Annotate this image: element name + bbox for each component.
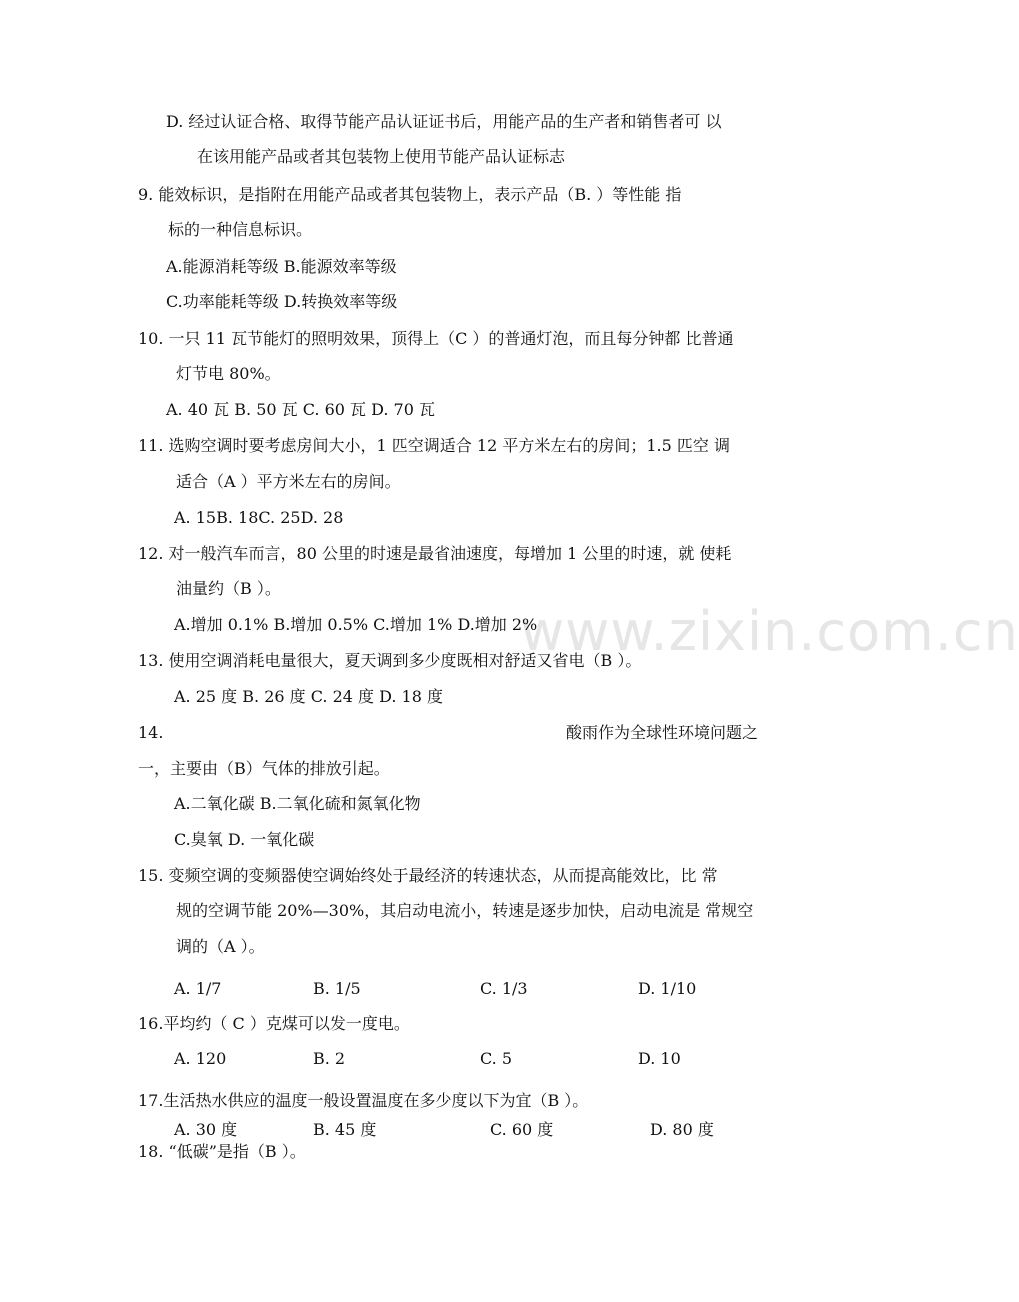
q16-option-c: C. 5 — [480, 1049, 513, 1068]
q16-option-b: B. 2 — [313, 1049, 346, 1068]
q12-question-line1: 12. 对一般汽车而言，80 公里的时速是最省油速度，每增加 1 公里的时速，就 使耗 — [138, 544, 732, 563]
q14-question-line2: 一，主要由（B）气体的排放引起。 — [138, 759, 390, 778]
q12-question-line2: 油量约（B ）。 — [176, 579, 281, 598]
q16-option-d: D. 10 — [638, 1049, 681, 1068]
q14-number: 14. — [138, 723, 164, 742]
q13-question-line1: 13. 使用空调消耗电量很大，夏天调到多少度既相对舒适又省电（B ）。 — [138, 651, 642, 670]
q14-question-line1: 酸雨作为全球性环境问题之 — [566, 723, 759, 742]
q9-question-line1: 9. 能效标识，是指附在用能产品或者其包装物上，表示产品（B. ）等性能 指 — [138, 185, 682, 204]
q9-question-line2: 标的一种信息标识。 — [168, 220, 313, 239]
q8-option-d-line2: 在该用能产品或者其包装物上使用节能产品认证标志 — [197, 147, 566, 166]
q17-option-b: B. 45 度 — [313, 1120, 377, 1139]
q9-options-line2: C.功率能耗等级 D.转换效率等级 — [166, 292, 398, 311]
q14-options-line2: C.臭氧 D. 一氧化碳 — [174, 830, 315, 849]
q10-question-line2: 灯节电 80%。 — [176, 364, 281, 383]
q16-question-line1: 16.平均约（ C ）克煤可以发一度电。 — [138, 1014, 410, 1033]
q10-question-line1: 10. 一只 11 瓦节能灯的照明效果，顶得上（C ）的普通灯泡，而且每分钟都 比普通 — [138, 329, 734, 348]
q17-option-d: D. 80 度 — [650, 1120, 714, 1139]
q15-option-c: C. 1/3 — [480, 979, 528, 998]
q15-option-b: B. 1/5 — [313, 979, 361, 998]
q11-question-line1: 11. 选购空调时要考虑房间大小，1 匹空调适合 12 平方米左右的房间；1.5 匹空 调 — [138, 436, 730, 455]
q17-question-line1: 17.生活热水供应的温度一般设置温度在多少度以下为宜（B ）。 — [138, 1091, 589, 1110]
q8-option-d-line1: D. 经过认证合格、取得节能产品认证证书后，用能产品的生产者和销售者可 以 — [166, 112, 722, 131]
q17-option-a: A. 30 度 — [174, 1120, 238, 1139]
q15-option-d: D. 1/10 — [638, 979, 697, 998]
q17-option-c: C. 60 度 — [490, 1120, 554, 1139]
q15-option-a: A. 1/7 — [174, 979, 222, 998]
q12-options: A.增加 0.1% B.增加 0.5% C.增加 1% D.增加 2% — [174, 615, 538, 634]
q18-question-line1: 18. “低碳”是指（B ）。 — [138, 1142, 306, 1161]
q10-options: A. 40 瓦 B. 50 瓦 C. 60 瓦 D. 70 瓦 — [166, 400, 435, 419]
q9-options-line1: A.能源消耗等级 B.能源效率等级 — [166, 257, 397, 276]
q11-options: A. 15B. 18C. 25D. 28 — [174, 508, 344, 527]
q15-question-line3: 调的（A ）。 — [176, 937, 265, 956]
q14-options-line1: A.二氧化碳 B.二氧化硫和氮氧化物 — [174, 794, 421, 813]
q15-question-line2: 规的空调节能 20%—30%，其启动电流小，转速是逐步加快，启动电流是 常规空 — [176, 901, 754, 920]
q13-options: A. 25 度 B. 26 度 C. 24 度 D. 18 度 — [174, 687, 443, 706]
q16-option-a: A. 120 — [174, 1049, 227, 1068]
watermark: www.zixin.com.cn — [520, 600, 1019, 663]
q11-question-line2: 适合（A ）平方米左右的房间。 — [176, 472, 401, 491]
q15-question-line1: 15. 变频空调的变频器使空调始终处于最经济的转速状态，从而提高能效比，比 常 — [138, 866, 718, 885]
